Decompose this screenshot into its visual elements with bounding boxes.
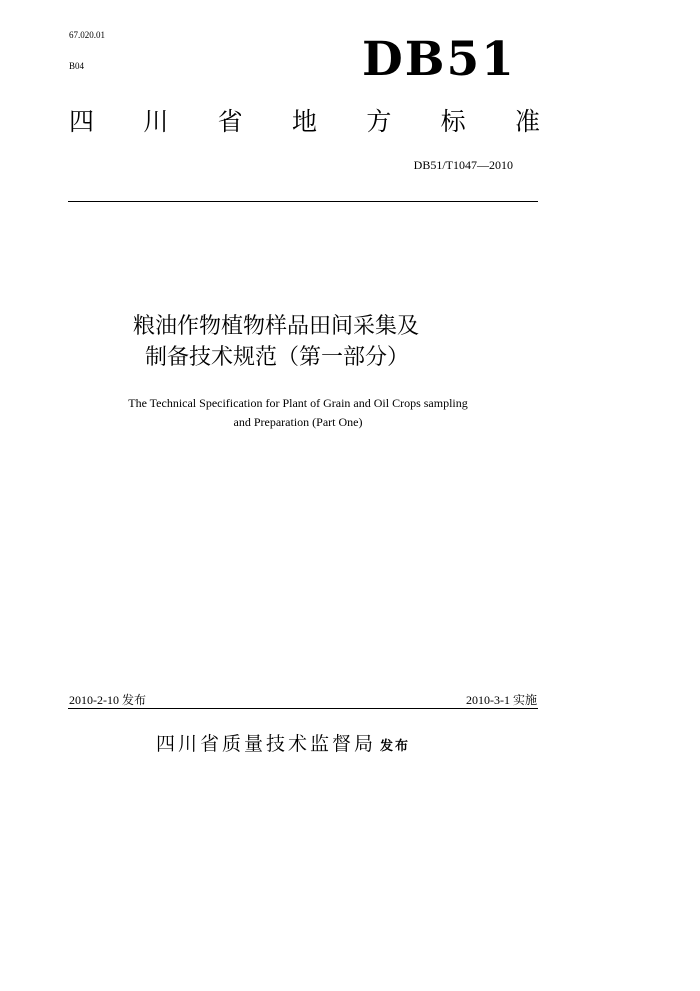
chinese-title-line-2: 制备技术规范（第一部分） — [145, 345, 410, 370]
chinese-title — [133, 311, 419, 373]
standard-type-char: 省 — [217, 107, 243, 136]
standard-type-char: 方 — [366, 107, 392, 136]
standard-type-char: 四 — [69, 107, 95, 136]
chinese-title-line-1: 粮油作物植物样品田间采集及 — [133, 314, 420, 339]
standard-type-char: 地 — [291, 107, 317, 136]
standard-type-heading — [69, 106, 540, 138]
issue-date: 2010-2-10 发布 — [69, 693, 146, 707]
publisher — [156, 729, 410, 756]
publisher-organization: 四川省质量技术监督局 — [156, 733, 377, 755]
standard-type-char: 准 — [514, 107, 540, 136]
english-title-line-2: and Preparation (Part One) — [233, 415, 363, 429]
bottom-divider — [68, 708, 538, 709]
standard-number: DB51/T1047—2010 — [413, 158, 513, 172]
publisher-action: 发布 — [380, 739, 411, 754]
implementation-date: 2010-3-1 实施 — [466, 693, 537, 707]
standard-type-char: 川 — [143, 107, 169, 136]
ccs-code: B04 — [69, 61, 85, 71]
standard-type-char: 标 — [440, 107, 466, 136]
english-title — [98, 394, 498, 432]
ics-code: 67.020.01 — [69, 30, 105, 40]
standard-mark: DB51 — [362, 32, 516, 87]
top-divider — [68, 201, 538, 202]
english-title-line-1: The Technical Specification for Plant of Grain and Oil Crops sampling — [128, 396, 468, 410]
